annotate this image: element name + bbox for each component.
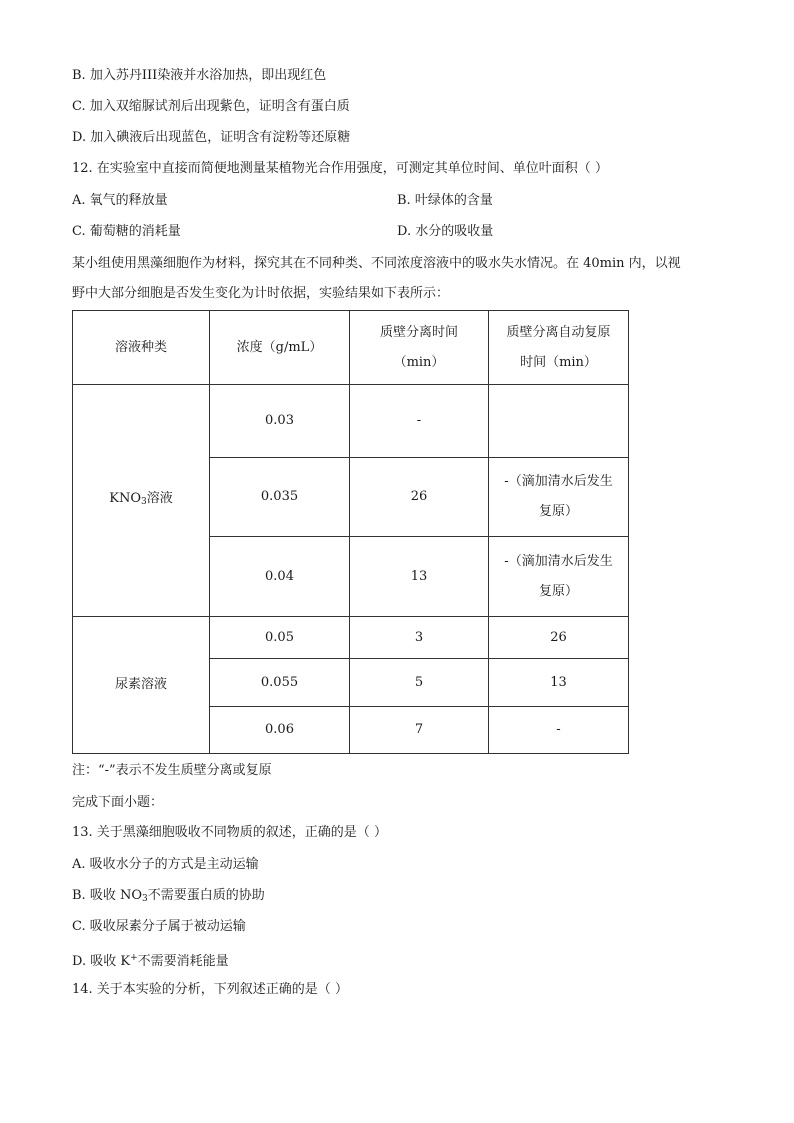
table-row — [73, 617, 629, 659]
question-14: 14. 关于本实验的分析，下列叙述正确的是（ ） — [72, 982, 348, 997]
q13-option-b: B. 吸收 $NO_3$不需要蛋白质的协助 — [72, 888, 265, 904]
cell-rec-time: - — [489, 707, 629, 754]
q13-option-c: C. 吸收尿素分子属于被动运输 — [72, 919, 246, 934]
intro-line-1: 某小组使用黑藻细胞作为材料，探究其在不同种类、不同浓度溶液中的吸水失水情况。在 40min 内，以视 — [72, 256, 681, 271]
option-c: C. 加入双缩脲试剂后出现紫色，证明含有蛋白质 — [72, 99, 350, 114]
cell-rec-time: -（滴加清水后发生 复原） — [489, 537, 629, 617]
complete-instruction: 完成下面小题： — [72, 795, 164, 810]
cell-rec-time: -（滴加清水后发生 复原） — [489, 458, 629, 537]
question-13: 13. 关于黑藻细胞吸收不同物质的叙述，正确的是（ ） — [72, 825, 387, 840]
cell-conc: 0.03 — [210, 385, 350, 458]
header-recovery-time-l1: 质壁分离自动复原 — [506, 324, 611, 340]
header-recovery-time — [489, 311, 629, 385]
group-kno3: $KNO_3$溶液 — [73, 385, 210, 617]
cell-sep-time: 13 — [350, 537, 489, 617]
table-header-row — [73, 311, 629, 385]
q13-option-d: D. 吸收 K+不需要消耗能量 — [72, 953, 229, 969]
header-solution-type: 溶液种类 — [73, 311, 210, 385]
q12-option-a: A. 氧气的释放量 — [72, 193, 168, 208]
option-d: D. 加入碘液后出现蓝色，证明含有淀粉等还原糖 — [72, 130, 351, 145]
cell-sep-time: 3 — [350, 617, 489, 659]
table-row — [73, 385, 629, 458]
cell-rec-time: 13 — [489, 659, 629, 707]
table-note: 注：“-”表示不发生质壁分离或复原 — [72, 763, 272, 778]
q12-option-c: C. 葡萄糖的消耗量 — [72, 224, 181, 239]
cell-sep-time: 26 — [350, 458, 489, 537]
header-separation-time — [350, 311, 489, 385]
option-b: B. 加入苏丹III染液并水浴加热，即出现红色 — [72, 68, 327, 83]
cell-conc: 0.06 — [210, 707, 350, 754]
header-concentration: 浓度（g/mL） — [210, 311, 350, 385]
cell-conc: 0.055 — [210, 659, 350, 707]
cell-rec-time — [489, 385, 629, 458]
header-recovery-time-l2: 时间（min） — [520, 354, 597, 370]
intro-line-2: 野中大部分细胞是否发生变化为计时依据，实验结果如下表所示： — [72, 286, 450, 301]
cell-sep-time: 5 — [350, 659, 489, 707]
cell-conc: 0.04 — [210, 537, 350, 617]
q12-option-b: B. 叶绿体的含量 — [397, 193, 493, 208]
cell-conc: 0.05 — [210, 617, 350, 659]
header-separation-time-l2: （min） — [393, 354, 445, 370]
cell-conc: 0.035 — [210, 458, 350, 537]
q13-option-a: A. 吸收水分子的方式是主动运输 — [72, 857, 259, 872]
group-urea: 尿素溶液 — [73, 617, 210, 754]
header-separation-time-l1: 质壁分离时间 — [379, 324, 458, 340]
cell-sep-time: - — [350, 385, 489, 458]
results-table — [72, 310, 629, 754]
cell-sep-time: 7 — [350, 707, 489, 754]
cell-rec-time: 26 — [489, 617, 629, 659]
q12-option-d: D. 水分的吸收量 — [397, 224, 494, 239]
question-12: 12. 在实验室中直接而简便地测量某植物光合作用强度，可测定其单位时间、单位叶面积（ ） — [72, 161, 608, 176]
